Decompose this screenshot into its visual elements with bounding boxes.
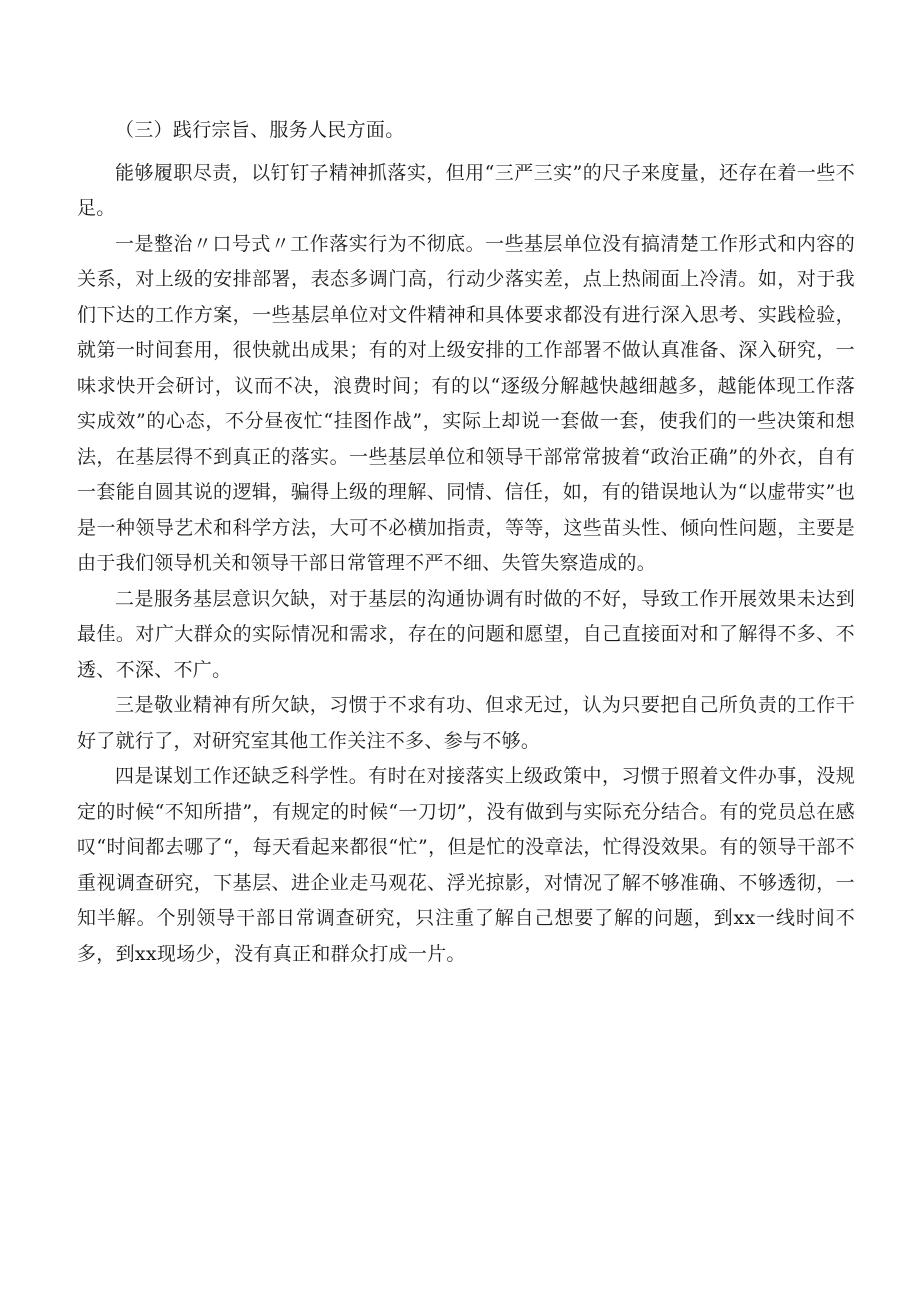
paragraph-point-two: 二是服务基层意识欠缺，对于基层的沟通协调有时做的不好，导致工作开展效果未达到最佳。对广大群众的实际情况和需求，存在的问题和愿望，自己直接面对和了解得不多、不透、不深、不广。 [77,587,855,681]
section-heading: （三）践行宗旨、服务人民方面。 [115,119,405,141]
paragraph-point-four: 四是谋划工作还缺乏科学性。有时在对接落实上级政策中，习惯于照着文件办事，没规定的时候“不知所措”，有规定的时候“一刀切”，没有做到与实际充分结合。有的党员总在感叹“时间都去哪了“，每天看起来都很“忙”，但是忙的没章法，忙得没效果。有的领导干部不重视调查研究，下基层、进企业走马观花、浮光掠影，对情况了解不够准确、不够透彻，一知半解。个别领导干部日常调查研究，只注重了解自己想要了解的问题，到xx一线时间不多，到xx现场少，没有真正和群众打成一片。 [77,765,855,965]
paragraph-point-one: 一是整治〃口号式〃工作落实行为不彻底。一些基层单位没有搞清楚工作形式和内容的关系，对上级的安排部署，表态多调门高，行动少落实差，点上热闹面上冷清。如，对于我们下达的工作方案，一些基层单位对文件精神和具体要求都没有进行深入思考、实践检验，就第一时间套用，很快就出成果；有的对上级安排的工作部署不做认真准备、深入研究，一味求快开会研讨，议而不决，浪费时间；有的以“逐级分解越快越细越多，越能体现工作落实成效”的心态，不分昼夜忙“挂图作战”，实际上却说一套做一套，使我们的一些决策和想法，在基层得不到真正的落实。一些基层单位和领导干部常常披着“政治正确”的外衣，自有一套能自圆其说的逻辑，骗得上级的理解、同情、信任，如，有的错误地认为“以虚带实”也是一种领导艺术和科学方法，大可不必横加指责，等等，这些苗头性、倾向性问题，主要是由于我们领导机关和领导干部日常管理不严不细、失管失察造成的。 [77,232,855,574]
document-body [77,113,855,972]
paragraph-intro: 能够履职尽责，以钉钉子精神抓落实，但用“三严三实”的尺子来度量，还存在着一些不足。 [77,161,855,219]
paragraph-point-three: 三是敬业精神有所欠缺，习惯于不求有功、但求无过，认为只要把自己所负责的工作干好了就行了，对研究室其他工作关注不多、参与不够。 [77,694,855,752]
